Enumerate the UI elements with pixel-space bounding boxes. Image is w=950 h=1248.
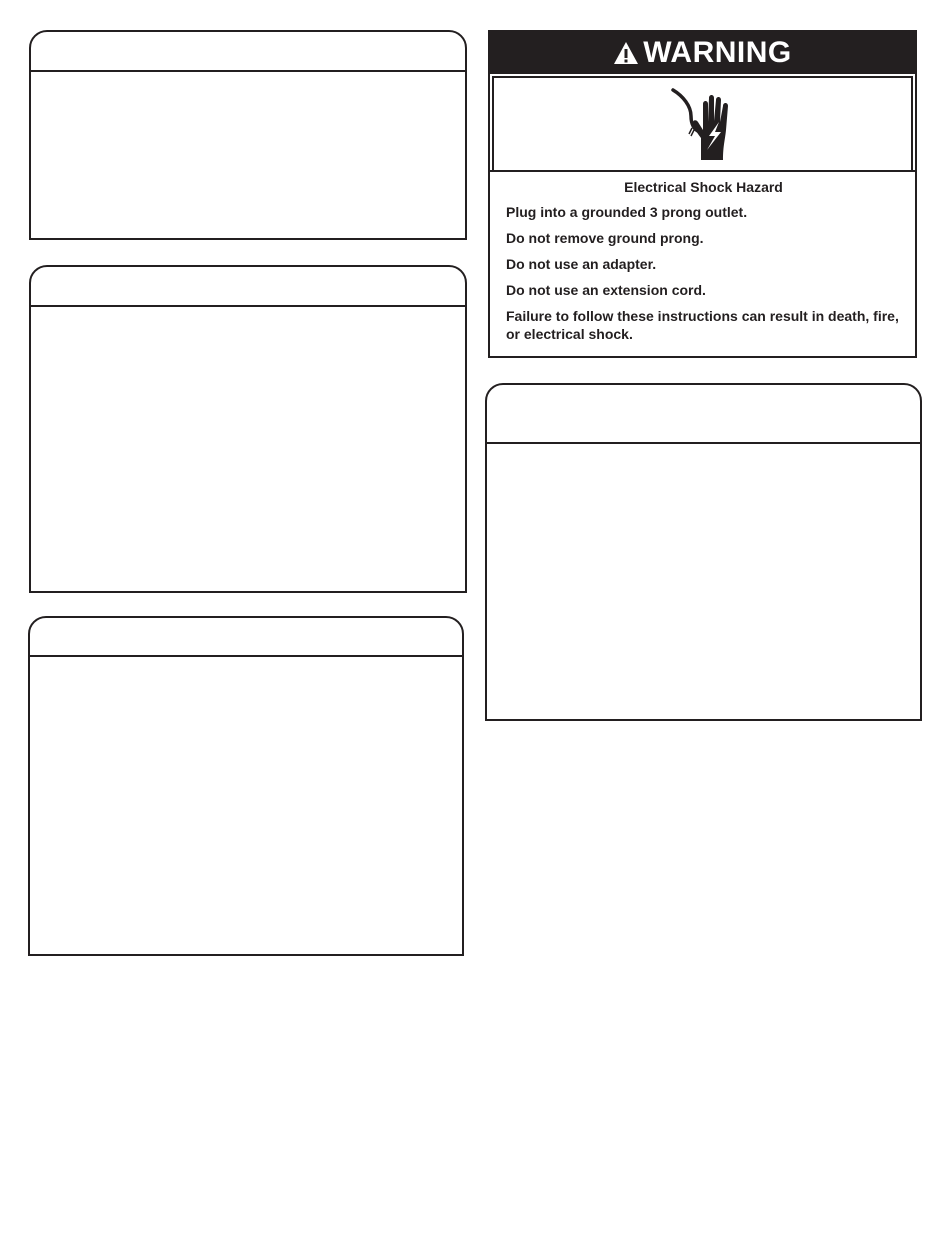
panel-1-header	[31, 32, 465, 72]
warning-line-grounded-outlet: Plug into a grounded 3 prong outlet.	[506, 204, 748, 220]
warning-title: WARNING	[643, 36, 792, 69]
warning-line-ground-prong: Do not remove ground prong.	[506, 230, 704, 246]
empty-panel-3	[28, 616, 464, 956]
electrical-shock-hand-icon	[667, 84, 739, 164]
warning-line-extension-cord: Do not use an extension cord.	[506, 282, 706, 298]
empty-panel-1	[29, 30, 467, 240]
empty-panel-2	[29, 265, 467, 593]
warning-text	[490, 172, 915, 343]
empty-panel-4	[485, 383, 922, 721]
warning-box	[488, 30, 917, 358]
warning-triangle-icon	[613, 41, 639, 65]
warning-line-adapter: Do not use an adapter.	[506, 256, 657, 272]
hazard-icon-area	[492, 76, 913, 170]
panel-2-header	[31, 267, 465, 307]
panel-3-header	[30, 618, 462, 657]
panel-4-header	[487, 385, 920, 444]
hazard-title: Electrical Shock Hazard	[624, 179, 783, 195]
warning-banner	[490, 32, 915, 74]
warning-line-consequence: Failure to follow these instructions can result in death, fire, or electrical shock.	[506, 308, 899, 342]
